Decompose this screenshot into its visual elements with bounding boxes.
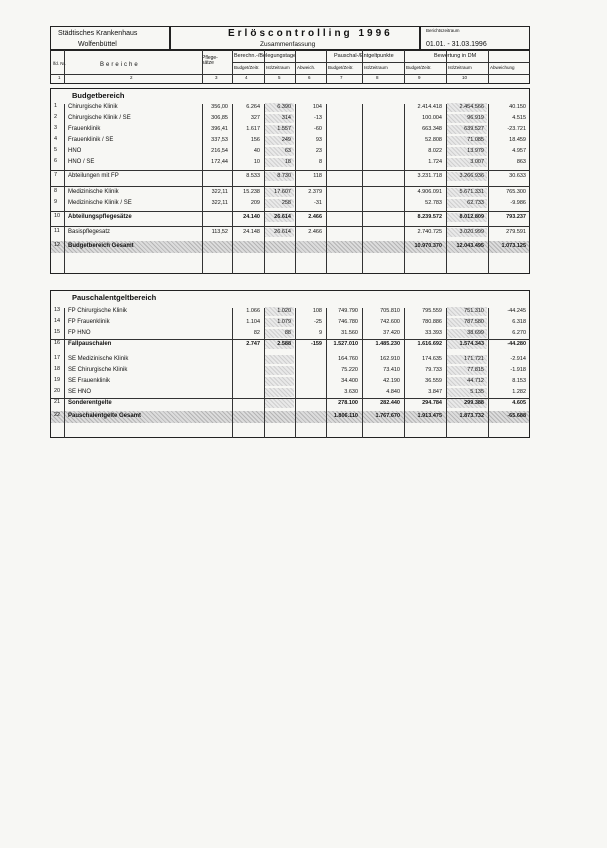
- bw-value: 1.873.732: [459, 413, 484, 419]
- pp-value: 1.527.010: [333, 341, 358, 347]
- row-label: SE Medizinische Klinik: [68, 356, 129, 362]
- bw-value: 4.605: [512, 400, 526, 406]
- bw-value: 1.913.475: [417, 413, 442, 419]
- col-pp-ist: Ist/Zeitraum: [364, 65, 388, 70]
- col-pp-budget: Budget/Zeitr.: [328, 65, 354, 70]
- bw-value: 8.239.572: [417, 214, 442, 220]
- bw-value: 52.783: [425, 200, 442, 206]
- pp-value: 75.220: [341, 367, 358, 373]
- row-label: Abteilungen mit FP: [68, 173, 119, 179]
- row-label: Chirurgische Klinik: [68, 104, 118, 110]
- pflegesatz-value: 322,11: [211, 200, 228, 206]
- section-budget-title: Budgetbereich: [72, 91, 125, 100]
- bw-value: 38.699: [467, 330, 484, 336]
- col-group-bt: Berechn.-/Belegungstage: [234, 53, 297, 59]
- row-nr: 2: [54, 114, 58, 120]
- col-index: 10: [462, 75, 468, 80]
- col-divider: [232, 308, 233, 438]
- row-nr: 21: [54, 399, 61, 405]
- ist-highlight: [265, 377, 294, 386]
- bw-value: 294.784: [422, 400, 442, 406]
- col-divider: [64, 50, 65, 84]
- row-nr: 1: [54, 103, 58, 109]
- pp-value: 164.760: [338, 356, 358, 362]
- bt-value: 8: [318, 159, 322, 165]
- col-divider: [488, 308, 489, 438]
- row-nr: 8: [54, 188, 58, 194]
- col-divider: [64, 308, 65, 438]
- row-nr: 17: [54, 355, 61, 361]
- bw-value: 3.007: [470, 159, 484, 165]
- sum-line: [50, 170, 530, 171]
- numbers-divider: [50, 74, 530, 75]
- col-divider: [264, 308, 265, 438]
- sum-line: [50, 226, 530, 227]
- col-divider: [264, 50, 265, 84]
- row-nr: 13: [54, 307, 61, 313]
- bw-value: 6.318: [512, 319, 526, 325]
- bw-value: 40.150: [509, 104, 526, 110]
- bt-value: 2.588: [277, 341, 291, 347]
- pp-value: 4.840: [386, 389, 400, 395]
- bw-value: 765.300: [506, 189, 526, 195]
- bt-value: 6.390: [277, 104, 291, 110]
- bt-value: 314: [281, 115, 291, 121]
- bt-value: 104: [312, 104, 322, 110]
- bw-value: 100.004: [422, 115, 442, 121]
- report-title: Erlöscontrolling 1996: [228, 28, 393, 39]
- row-label: FP Chirurgische Klinik: [68, 308, 127, 314]
- pp-value: 73.410: [383, 367, 400, 373]
- sum-line: [50, 211, 530, 212]
- bw-value: 6.270: [512, 330, 526, 336]
- row-label: HNO: [68, 148, 82, 154]
- col-index: 4: [245, 75, 248, 80]
- bt-value: 17.607: [274, 189, 291, 195]
- bw-value: 4.515: [512, 115, 526, 121]
- bw-value: 33.393: [425, 330, 442, 336]
- bt-value: 2.747: [246, 341, 260, 347]
- period-label: Berichtszeitraum: [426, 28, 460, 33]
- bt-value: 82: [253, 330, 260, 336]
- col-bw-ist: Ist/Zeitraum: [448, 65, 472, 70]
- bt-value: 249: [281, 137, 291, 143]
- row-label: Frauenklinik / SE: [68, 137, 114, 143]
- bt-value: 26.614: [274, 214, 291, 220]
- col-divider: [488, 50, 489, 84]
- pp-value: 1.485.230: [375, 341, 400, 347]
- row-label: Chirurgische Klinik / SE: [68, 115, 131, 121]
- row-nr: 15: [54, 329, 61, 335]
- bw-value: 8.153: [512, 378, 526, 384]
- bw-value: 2.740.725: [417, 229, 442, 235]
- row-label: Pauschalentgelte Gesamt: [68, 413, 142, 419]
- pp-value: 3.630: [344, 389, 358, 395]
- sum-line: [50, 186, 530, 187]
- row-label: SE HNO: [68, 389, 92, 395]
- col-bereiche: Bereiche: [100, 62, 140, 68]
- row-label: SE Chirurgische Klinik: [68, 367, 128, 373]
- col-bt-abw: Abweich.: [297, 65, 316, 70]
- bw-value: 30.633: [509, 173, 526, 179]
- col-divider: [232, 104, 233, 274]
- row-label: HNO / SE: [68, 159, 95, 165]
- bt-value: 1.557: [277, 126, 291, 132]
- bt-value: -31: [314, 200, 322, 206]
- ist-highlight: [265, 399, 294, 408]
- row-label: FP Frauenklinik: [68, 319, 110, 325]
- col-divider: [446, 50, 447, 84]
- bw-value: 79.733: [425, 367, 442, 373]
- col-divider: [295, 104, 296, 274]
- bt-value: 10: [253, 159, 260, 165]
- col-divider: [326, 308, 327, 438]
- col-index: 3: [215, 75, 218, 80]
- bw-value: 279.591: [506, 229, 526, 235]
- bt-value: 15.238: [243, 189, 260, 195]
- col-divider: [295, 50, 296, 84]
- pp-value: 746.780: [338, 319, 358, 325]
- bw-value: 1.616.692: [417, 341, 442, 347]
- row-nr: 20: [54, 388, 61, 394]
- bt-value: -13: [314, 115, 322, 121]
- col-index: 5: [278, 75, 281, 80]
- pp-value: 42.190: [383, 378, 400, 384]
- bw-value: 299.388: [464, 400, 484, 406]
- row-nr: 18: [54, 366, 61, 372]
- col-divider: [326, 104, 327, 274]
- row-nr: 16: [54, 340, 61, 346]
- bw-value: 1.724: [428, 159, 442, 165]
- bw-value: 10.970.370: [414, 243, 442, 249]
- col-bt-ist: Ist/Zeitraum: [266, 65, 290, 70]
- col-divider: [404, 308, 405, 438]
- col-divider: [202, 104, 203, 274]
- row-nr: 11: [54, 228, 60, 234]
- bw-value: -44.280: [507, 341, 526, 347]
- bw-value: 1.282: [512, 389, 526, 395]
- col-divider: [64, 104, 65, 274]
- bw-value: 795.559: [422, 308, 442, 314]
- row-label: SE Frauenklinik: [68, 378, 111, 384]
- bw-value: 3.266.936: [459, 173, 484, 179]
- bw-value: -2.914: [510, 356, 526, 362]
- col-index: 6: [308, 75, 311, 80]
- bw-value: 52.808: [425, 137, 442, 143]
- bt-value: 1.104: [246, 319, 260, 325]
- hospital-name: Städtisches Krankenhaus: [58, 30, 138, 37]
- bw-value: 71.085: [467, 137, 484, 143]
- bw-value: 8.022: [428, 148, 442, 154]
- bw-value: 5.135: [470, 389, 484, 395]
- pflegesatz-value: 356,00: [211, 104, 228, 110]
- col-index: 2: [130, 75, 133, 80]
- row-label: Basispflegesatz: [68, 229, 111, 235]
- bt-value: 2.466: [308, 214, 322, 220]
- pp-value: 742.600: [380, 319, 400, 325]
- col-group-bw: Bewertung in DM: [434, 53, 477, 59]
- row-label: Fallpauschalen: [68, 341, 112, 347]
- bw-value: 787.580: [464, 319, 484, 325]
- bt-value: 18: [284, 159, 291, 165]
- row-label: Budgetbereich Gesamt: [68, 243, 134, 249]
- bw-value: 8.012.809: [459, 214, 484, 220]
- bt-value: 108: [312, 308, 322, 314]
- bw-value: -23.721: [507, 126, 526, 132]
- bw-value: 793.237: [506, 214, 526, 220]
- row-nr: 19: [54, 377, 61, 383]
- col-nr: lfd. Nr.: [53, 61, 67, 66]
- col-pflegesaetze: Pflege- sätze: [202, 55, 218, 66]
- col-divider: [446, 104, 447, 274]
- bw-value: 4.957: [512, 148, 526, 154]
- bw-value: 639.527: [464, 126, 484, 132]
- col-divider: [362, 50, 363, 84]
- pflegesatz-value: 216,54: [211, 148, 228, 154]
- bt-value: 1.020: [277, 308, 291, 314]
- pp-value: 705.810: [380, 308, 400, 314]
- pp-value: 1.806.110: [333, 413, 358, 419]
- row-nr: 10: [54, 213, 61, 219]
- col-index: 1: [58, 75, 61, 80]
- bw-value: 1.073.125: [501, 243, 526, 249]
- col-divider: [446, 308, 447, 438]
- pflegesatz-value: 306,85: [211, 115, 228, 121]
- pp-value: 749.790: [338, 308, 358, 314]
- pp-value: 282.440: [380, 400, 400, 406]
- bw-value: -9.986: [510, 200, 526, 206]
- pp-value: 31.560: [341, 330, 358, 336]
- row-label: Frauenklinik: [68, 126, 101, 132]
- row-label: Medizinische Klinik: [68, 189, 119, 195]
- col-divider: [264, 104, 265, 274]
- bw-value: 1.574.343: [459, 341, 484, 347]
- bt-value: 88: [284, 330, 291, 336]
- bt-value: 93: [315, 137, 322, 143]
- col-index: 8: [376, 75, 379, 80]
- col-divider: [362, 104, 363, 274]
- col-divider: [295, 308, 296, 438]
- row-nr: 9: [54, 199, 58, 205]
- bw-value: 5.671.331: [459, 189, 484, 195]
- row-nr: 22: [54, 412, 61, 418]
- col-divider: [326, 50, 327, 84]
- row-label: Medizinische Klinik / SE: [68, 200, 132, 206]
- bt-value: 40: [253, 148, 260, 154]
- section-pauschal-title: Pauschalentgeltbereich: [72, 293, 157, 302]
- bt-value: 258: [281, 200, 291, 206]
- ist-highlight: [265, 388, 294, 397]
- bw-value: 663.348: [422, 126, 442, 132]
- bw-value: 171.721: [464, 356, 484, 362]
- pflegesatz-value: 396,41: [211, 126, 228, 132]
- bt-value: 118: [313, 173, 322, 179]
- pflegesatz-value: 337,53: [211, 137, 228, 143]
- col-group-pp: Pauschal-/Entgeltpunkte: [334, 53, 394, 59]
- col-bt-budget: Budget/Zeitr.: [234, 65, 260, 70]
- bt-value: 6.264: [246, 104, 260, 110]
- bt-value: 1.617: [246, 126, 260, 132]
- ist-highlight: [265, 366, 294, 375]
- row-label: Sonderentgelte: [68, 400, 112, 406]
- pflegesatz-value: 172,44: [211, 159, 228, 165]
- pp-value: 34.400: [341, 378, 358, 384]
- row-nr: 12: [54, 242, 61, 248]
- pp-value: 37.420: [383, 330, 400, 336]
- bt-value: -25: [314, 319, 322, 325]
- col-divider: [232, 50, 233, 84]
- bt-value: 23: [315, 148, 322, 154]
- bw-value: -65.688: [507, 413, 526, 419]
- bt-value: 1.079: [277, 319, 291, 325]
- period-value: 01.01. - 31.03.1996: [426, 41, 487, 48]
- bw-value: 3.847: [428, 389, 442, 395]
- bt-value: 327: [250, 115, 260, 121]
- bt-value: -60: [314, 126, 322, 132]
- bw-value: 174.635: [422, 356, 442, 362]
- bw-value: 13.979: [467, 148, 484, 154]
- col-bw-abw: Abweichung: [490, 65, 515, 70]
- bt-value: 24.140: [243, 214, 260, 220]
- row-nr: 14: [54, 318, 61, 324]
- bw-value: 77.815: [467, 367, 484, 373]
- bt-value: -159: [310, 341, 322, 347]
- bw-value: 3.231.718: [417, 173, 442, 179]
- bw-value: -44.245: [507, 308, 526, 314]
- bw-value: 44.712: [467, 378, 484, 384]
- bt-value: 209: [250, 200, 260, 206]
- bw-value: 62.733: [467, 200, 484, 206]
- bw-value: 96.919: [467, 115, 484, 121]
- col-divider: [404, 104, 405, 274]
- row-nr: 5: [54, 147, 58, 153]
- bw-value: -1.918: [510, 367, 526, 373]
- bw-value: 12.043.495: [456, 243, 484, 249]
- col-divider: [404, 50, 405, 84]
- bw-value: 4.906.091: [417, 189, 442, 195]
- row-nr: 7: [54, 172, 58, 178]
- group-divider: [232, 62, 530, 63]
- row-nr: 6: [54, 158, 58, 164]
- bt-value: 1.066: [246, 308, 260, 314]
- bw-value: 18.459: [509, 137, 526, 143]
- pflegesatz-value: 322,11: [211, 189, 228, 195]
- col-divider: [362, 308, 363, 438]
- pp-value: 1.767.670: [375, 413, 400, 419]
- col-index: 9: [418, 75, 421, 80]
- bt-value: 2.379: [308, 189, 322, 195]
- col-bw-budget: Budget/Zeitr.: [406, 65, 432, 70]
- pp-value: 278.100: [338, 400, 358, 406]
- ist-highlight: [265, 355, 294, 364]
- bw-value: 36.559: [425, 378, 442, 384]
- bw-value: 780.886: [422, 319, 442, 325]
- pp-value: 162.910: [380, 356, 400, 362]
- pflegesatz-value: 113,52: [211, 229, 228, 235]
- row-nr: 3: [54, 125, 58, 131]
- bt-value: 8.730: [277, 173, 291, 179]
- report-subtitle: Zusammenfassung: [260, 41, 316, 48]
- bt-value: 26.614: [274, 229, 291, 235]
- bt-value: 2.466: [308, 229, 322, 235]
- col-divider: [202, 50, 203, 84]
- bw-value: 2.414.418: [417, 104, 442, 110]
- row-nr: 4: [54, 136, 58, 142]
- hospital-city: Wolfenbüttel: [78, 41, 117, 48]
- bt-value: 24.148: [243, 229, 260, 235]
- bt-value: 63: [284, 148, 291, 154]
- col-index: 7: [340, 75, 343, 80]
- col-divider: [488, 104, 489, 274]
- bt-value: 8.533: [246, 173, 260, 179]
- bt-value: 9: [318, 330, 322, 336]
- bw-value: 3.020.999: [459, 229, 484, 235]
- bw-value: 2.454.566: [459, 104, 484, 110]
- bw-value: 863: [516, 159, 526, 165]
- bt-value: 156: [250, 137, 260, 143]
- row-label: FP HNO: [68, 330, 91, 336]
- bw-value: 751.310: [464, 308, 484, 314]
- row-label: Abteilungspflegesätze: [68, 214, 132, 220]
